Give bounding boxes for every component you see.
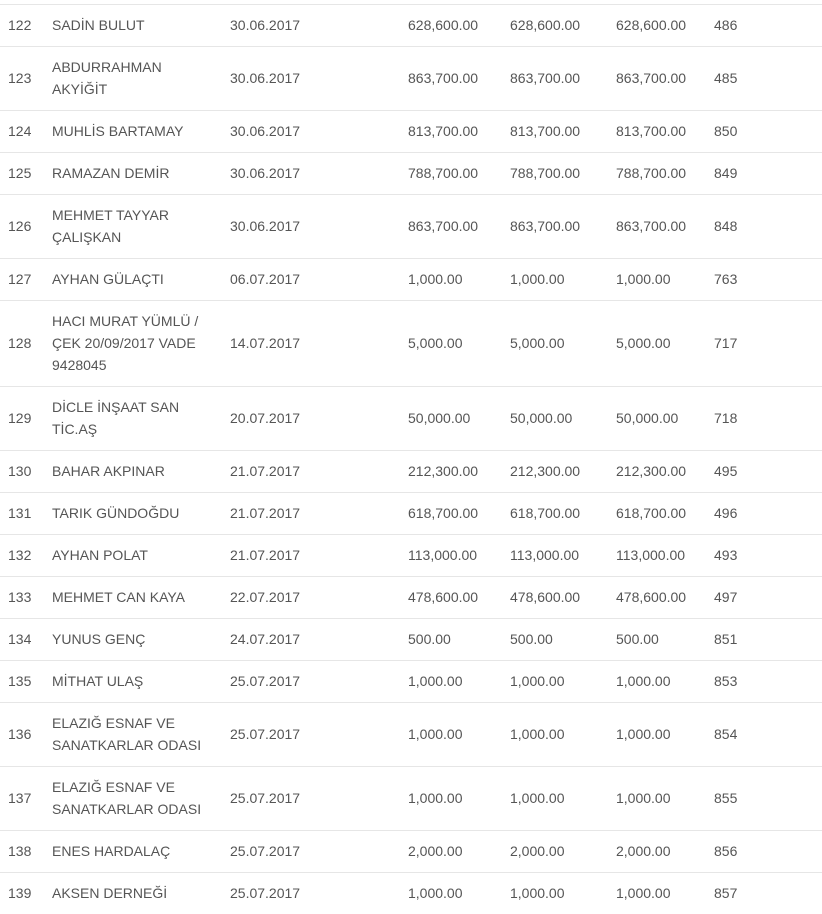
row-date: 06.07.2017 [222,259,400,301]
row-amount-3: 813,700.00 [608,111,714,153]
row-date: 25.07.2017 [222,831,400,873]
row-amount-3: 618,700.00 [608,493,714,535]
table-row [0,703,822,767]
data-table-container [0,4,822,914]
row-code: 493 [714,535,822,577]
row-amount-2: 50,000.00 [502,387,608,451]
row-number: 127 [0,259,44,301]
row-amount-1: 5,000.00 [400,301,502,387]
table-row [0,301,822,387]
row-amount-1: 500.00 [400,619,502,661]
row-date: 22.07.2017 [222,577,400,619]
row-amount-3: 628,600.00 [608,5,714,47]
row-name: DİCLE İNŞAAT SAN TİC.AŞ [44,387,222,451]
table-row [0,661,822,703]
row-number: 138 [0,831,44,873]
table-row [0,195,822,259]
row-amount-1: 1,000.00 [400,259,502,301]
table-row [0,259,822,301]
row-date: 25.07.2017 [222,873,400,914]
row-date: 21.07.2017 [222,535,400,577]
row-amount-3: 863,700.00 [608,195,714,259]
row-code: 855 [714,767,822,831]
table-row [0,831,822,873]
row-amount-3: 113,000.00 [608,535,714,577]
row-name: ELAZIĞ ESNAF VE SANATKARLAR ODASI [44,767,222,831]
row-code: 850 [714,111,822,153]
row-number: 126 [0,195,44,259]
row-amount-3: 863,700.00 [608,47,714,111]
row-code: 851 [714,619,822,661]
row-code: 849 [714,153,822,195]
row-code: 486 [714,5,822,47]
row-amount-3: 500.00 [608,619,714,661]
row-name: MİTHAT ULAŞ [44,661,222,703]
row-code: 856 [714,831,822,873]
row-name: ENES HARDALAÇ [44,831,222,873]
row-amount-1: 2,000.00 [400,831,502,873]
row-amount-3: 2,000.00 [608,831,714,873]
table-row [0,535,822,577]
table-row [0,767,822,831]
row-date: 30.06.2017 [222,153,400,195]
row-amount-1: 478,600.00 [400,577,502,619]
row-name: ELAZIĞ ESNAF VE SANATKARLAR ODASI [44,703,222,767]
row-amount-2: 1,000.00 [502,703,608,767]
row-amount-1: 618,700.00 [400,493,502,535]
row-number: 123 [0,47,44,111]
row-date: 24.07.2017 [222,619,400,661]
row-amount-3: 1,000.00 [608,259,714,301]
row-amount-2: 500.00 [502,619,608,661]
row-code: 496 [714,493,822,535]
table-row [0,873,822,914]
row-name: ABDURRAHMAN AKYİĞİT [44,47,222,111]
row-amount-3: 1,000.00 [608,767,714,831]
row-number: 133 [0,577,44,619]
row-number: 132 [0,535,44,577]
row-amount-3: 5,000.00 [608,301,714,387]
row-number: 125 [0,153,44,195]
row-amount-1: 50,000.00 [400,387,502,451]
row-code: 854 [714,703,822,767]
row-amount-3: 788,700.00 [608,153,714,195]
row-amount-2: 1,000.00 [502,661,608,703]
table-body [0,5,822,914]
table-row [0,493,822,535]
row-amount-3: 1,000.00 [608,873,714,914]
row-amount-2: 628,600.00 [502,5,608,47]
row-code: 853 [714,661,822,703]
row-code: 857 [714,873,822,914]
table-row [0,47,822,111]
table-row [0,153,822,195]
row-amount-2: 212,300.00 [502,451,608,493]
row-date: 20.07.2017 [222,387,400,451]
row-amount-3: 50,000.00 [608,387,714,451]
row-number: 128 [0,301,44,387]
row-amount-3: 478,600.00 [608,577,714,619]
row-number: 135 [0,661,44,703]
row-number: 131 [0,493,44,535]
row-number: 136 [0,703,44,767]
row-amount-2: 5,000.00 [502,301,608,387]
row-amount-2: 813,700.00 [502,111,608,153]
row-amount-3: 212,300.00 [608,451,714,493]
table-row [0,5,822,47]
data-table [0,4,822,914]
row-amount-3: 1,000.00 [608,661,714,703]
row-name: RAMAZAN DEMİR [44,153,222,195]
row-amount-1: 1,000.00 [400,661,502,703]
row-amount-2: 863,700.00 [502,47,608,111]
row-amount-2: 788,700.00 [502,153,608,195]
row-amount-2: 863,700.00 [502,195,608,259]
row-amount-1: 863,700.00 [400,195,502,259]
row-number: 122 [0,5,44,47]
row-name: AKSEN DERNEĞİ [44,873,222,914]
row-amount-1: 1,000.00 [400,703,502,767]
row-amount-1: 628,600.00 [400,5,502,47]
row-date: 21.07.2017 [222,493,400,535]
row-number: 124 [0,111,44,153]
row-number: 139 [0,873,44,914]
row-amount-2: 1,000.00 [502,767,608,831]
row-name: HACI MURAT YÜMLÜ / ÇEK 20/09/2017 VADE 9428045 [44,301,222,387]
row-date: 25.07.2017 [222,661,400,703]
row-amount-1: 212,300.00 [400,451,502,493]
row-amount-2: 478,600.00 [502,577,608,619]
row-code: 848 [714,195,822,259]
table-row [0,577,822,619]
row-name: BAHAR AKPINAR [44,451,222,493]
row-code: 718 [714,387,822,451]
row-number: 137 [0,767,44,831]
row-date: 30.06.2017 [222,111,400,153]
row-code: 495 [714,451,822,493]
row-number: 134 [0,619,44,661]
row-code: 717 [714,301,822,387]
row-amount-2: 618,700.00 [502,493,608,535]
row-name: TARIK GÜNDOĞDU [44,493,222,535]
row-name: AYHAN GÜLAÇTI [44,259,222,301]
row-amount-1: 113,000.00 [400,535,502,577]
row-name: SADİN BULUT [44,5,222,47]
row-code: 497 [714,577,822,619]
row-date: 21.07.2017 [222,451,400,493]
row-amount-1: 1,000.00 [400,873,502,914]
table-row [0,387,822,451]
row-amount-2: 2,000.00 [502,831,608,873]
row-date: 25.07.2017 [222,703,400,767]
row-name: MEHMET CAN KAYA [44,577,222,619]
row-date: 30.06.2017 [222,195,400,259]
row-name: MEHMET TAYYAR ÇALIŞKAN [44,195,222,259]
row-date: 30.06.2017 [222,47,400,111]
row-number: 129 [0,387,44,451]
row-amount-1: 1,000.00 [400,767,502,831]
row-number: 130 [0,451,44,493]
table-row [0,451,822,493]
row-name: AYHAN POLAT [44,535,222,577]
row-amount-1: 813,700.00 [400,111,502,153]
row-name: MUHLİS BARTAMAY [44,111,222,153]
row-code: 485 [714,47,822,111]
row-amount-1: 788,700.00 [400,153,502,195]
row-code: 763 [714,259,822,301]
row-amount-2: 1,000.00 [502,259,608,301]
row-name: YUNUS GENÇ [44,619,222,661]
row-date: 25.07.2017 [222,767,400,831]
table-row [0,111,822,153]
row-amount-2: 113,000.00 [502,535,608,577]
row-amount-3: 1,000.00 [608,703,714,767]
row-amount-1: 863,700.00 [400,47,502,111]
table-row [0,619,822,661]
row-date: 30.06.2017 [222,5,400,47]
row-date: 14.07.2017 [222,301,400,387]
row-amount-2: 1,000.00 [502,873,608,914]
